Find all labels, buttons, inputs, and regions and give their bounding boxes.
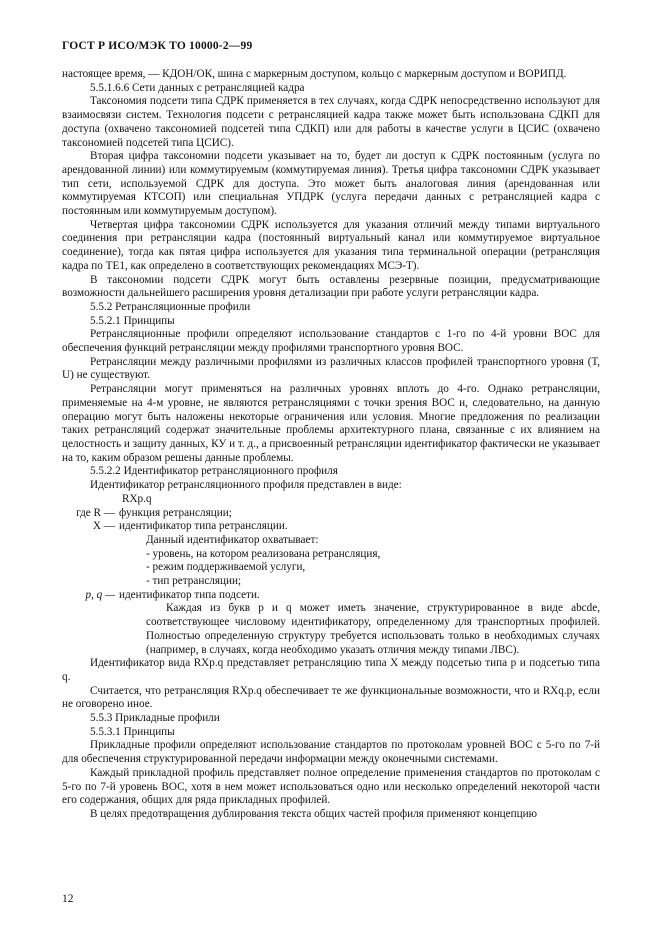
list-item: - уровень, на котором реализована ретрансляция, — [146, 547, 381, 560]
paragraph: Вторая цифра таксономии подсети указывает на то, будет ли доступ к СДРК постоянным (услуга по арендованной линии) или коммутируемым (коммутируемая линия). Третья цифра таксономии СДРК указывает тип сети, используемой СДРК для доступа. Это может быть аналоговая линия (арендованная или коммутируемая КТСОП) или специальная УПДРК (услуга передачи данных с ретрансляцией кадра с постоянным или коммутируемым доступом). — [62, 150, 600, 218]
document-header: ГОСТ Р ИСО/МЭК ТО 10000-2—99 — [62, 40, 253, 52]
list-item: - режим поддерживаемой услуги, — [146, 561, 306, 574]
paragraph: Идентификатор ретрансляционного профиля представлен в виде: — [90, 479, 402, 492]
formula — [122, 493, 600, 507]
paragraph: Ретрансляции могут применяться на различных уровнях вплоть до 4-го. Однако ретрансляции, применяемые на 4-м уровне, не являются ретрансляциями с точки зрения ВОС и, следовательно, на данную операцию могут быть наложены некоторые ограничения или условия. Многие предложения по реализации таких ретрансляций содержат значительные проблемы архитектурного плана, связанные с их влиянием на целостность и защиту данных, КУ и т. д., а присвоенный ретрансляции идентификатор фактически не указывает на то, каким образом решены данные проблемы. — [62, 383, 600, 464]
paragraph: Считается, что ретрансляция RXp.q обеспечивает те же функциональные возможности, что и RXq.p, если не оговорено иное. — [62, 684, 600, 711]
definition-subtext: Данный идентификатор охватывает: — [146, 533, 319, 546]
definition-row — [62, 589, 600, 603]
paragraph: Прикладные профили определяют использование стандартов по протоколам уровней ВОС с 5-го по 7-й для обеспечения структурированной передачи информации между оконечными системами. — [62, 739, 600, 766]
definition-term: X — — [92, 520, 115, 533]
definition-text: функция ретрансляции; — [119, 506, 232, 519]
formula-text: RXp.q — [122, 492, 152, 505]
paragraph: В целях предотвращения дублирования текста общих частей профиля применяют концепцию — [90, 807, 537, 820]
paragraph: Ретрансляционные профили определяют использование стандартов с 1-го по 4-й уровни ВОС для обеспечения функций ретрансляции между профилями транспортного уровня ВОС. — [62, 328, 600, 355]
section-heading: 5.5.1.6.6 Сети данных с ретрансляцией кадра — [90, 81, 305, 94]
section-heading: 5.5.3.1 Принципы — [90, 725, 175, 738]
page-number: 12 — [62, 893, 74, 905]
definition-note: Каждая из букв p и q может иметь значение, структурированное в виде abcde, соответствующее числовому идентификатору, определенному для транспортных профилей. Полностью определенную структуру требуется использовать только в необходимых случаях (например, в случаях, когда необходимо указать отличия между типами ЛВС). — [146, 602, 600, 656]
page-body — [62, 68, 600, 822]
definition-text: идентификатор типа ретрансляции. — [119, 520, 288, 533]
definition-row — [62, 520, 600, 534]
section-heading: 5.5.3 Прикладные профили — [90, 712, 220, 725]
section-heading: 5.5.2.2 Идентификатор ретрансляционного профиля — [90, 465, 338, 478]
section-heading: 5.5.2.1 Принципы — [90, 314, 175, 327]
definition-row — [62, 507, 600, 521]
list-item: - тип ретрансляции; — [146, 575, 242, 588]
paragraph: Четвертая цифра таксономии СДРК используется для указания отличий между типами виртуального соединения при ретрансляции кадра (постоянный виртуальный канал или коммутируемое виртуальное соединение), тогда как пятая цифра используется для указания типа терминальной операции (ретрансляция кадра по ТЕ1, как определено в соответствующих рекомендациях МСЭ-Т). — [62, 218, 600, 272]
paragraph: Таксономия подсети типа СДРК применяется в тех случаях, когда СДРК непосредственно используют для взаимосвязи систем. Технология подсети с ретрансляцией кадра также может быть использована СДКП для доступа (охвачено таксономией подсетей типа СДКП) или для работы в качестве услуги в ЦСИС (охвачено таксономией подсетей типа ЦСИС). — [62, 95, 600, 149]
paragraph: Каждый прикладной профиль представляет полное определение применения стандартов по протоколам с 5-го по 7-й уровень ВОС, хотя в нем может использоваться одно или несколько определений некоторой части его содержания, общих для ряда прикладных профилей. — [62, 766, 600, 807]
definition-term: где R — — [76, 506, 115, 519]
paragraph: Идентификатор вида RXp.q представляет ретрансляцию типа X между подсетью типа p и подсетью типа q. — [62, 657, 600, 683]
definition-text: идентификатор типа подсети. — [119, 588, 260, 601]
paragraph: В таксономии подсети СДРК могут быть оставлены резервные позиции, предусматривающие возможности дальнейшего расширения уровня детализации при работе услуги ретрансляции кадра. — [62, 273, 600, 300]
paragraph: Ретрансляции между различными профилями из различных классов профилей транспортного уровня (Т, U) не существуют. — [62, 355, 600, 382]
definition-term: p, q — — [85, 588, 115, 601]
paragraph: настоящее время, — КДОН/ОК, шина с маркерным доступом, кольцо с маркерным доступом и ВОРИПД. — [62, 68, 567, 80]
section-heading: 5.5.2 Ретрансляционные профили — [90, 300, 251, 313]
